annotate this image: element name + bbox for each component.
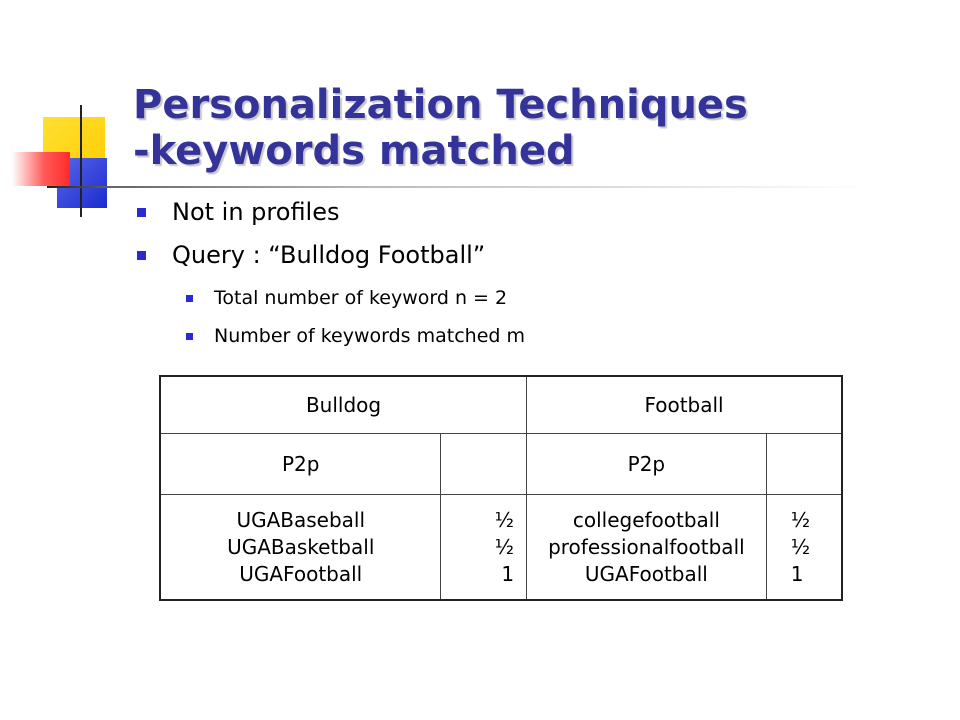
subheader-p2p-bulldog: P2p: [160, 434, 441, 495]
bullet-square-icon: [137, 251, 146, 260]
sub-bullet-item: [186, 287, 507, 309]
match-value: ½: [790, 534, 811, 559]
header-bulldog: Bulldog: [160, 376, 527, 434]
football-values-cell: [766, 495, 842, 601]
bullet-text: Number of keywords matched m: [214, 325, 526, 347]
header-football: Football: [527, 376, 842, 434]
slide-title: [133, 82, 748, 174]
title-line-2: -keywords matched: [133, 128, 575, 174]
table-header-row: [160, 376, 842, 434]
bullet-text: Not in profiles: [172, 198, 340, 226]
bullet-square-icon: [186, 333, 193, 340]
subheader-empty: [441, 434, 527, 495]
profile-name: UGABaseball: [236, 507, 366, 532]
profile-name: professionalfootball: [548, 534, 745, 559]
bullet-text: Query : “Bulldog Football”: [172, 241, 486, 269]
red-bar-decoration: [12, 152, 70, 186]
match-value: 1: [790, 561, 804, 586]
keyword-match-table: [159, 375, 843, 601]
bulldog-profiles-cell: [160, 495, 441, 601]
profile-name: collegefootball: [572, 507, 720, 532]
table-row: [160, 495, 842, 601]
title-line-1: Personalization Techniques: [133, 82, 748, 128]
bullet-item: [137, 241, 485, 269]
match-value: 1: [501, 561, 515, 586]
subheader-p2p-football: P2p: [527, 434, 767, 495]
match-value: ½: [494, 507, 515, 532]
bulldog-values-cell: [441, 495, 527, 601]
profile-name: UGAFootball: [584, 561, 708, 586]
profile-name: UGAFootball: [239, 561, 363, 586]
football-profiles-cell: [527, 495, 767, 601]
title-underline: [47, 186, 867, 188]
table-subheader-row: [160, 434, 842, 495]
bullet-item: [137, 198, 340, 226]
bullet-square-icon: [186, 295, 193, 302]
profile-name: UGABasketball: [227, 534, 375, 559]
match-value: ½: [790, 507, 811, 532]
bullet-square-icon: [137, 208, 146, 217]
match-value: ½: [494, 534, 515, 559]
subheader-empty: [766, 434, 842, 495]
bullet-list: [0, 190, 960, 360]
bullet-text: Total number of keyword n = 2: [214, 287, 508, 309]
sub-bullet-item: [186, 325, 525, 347]
